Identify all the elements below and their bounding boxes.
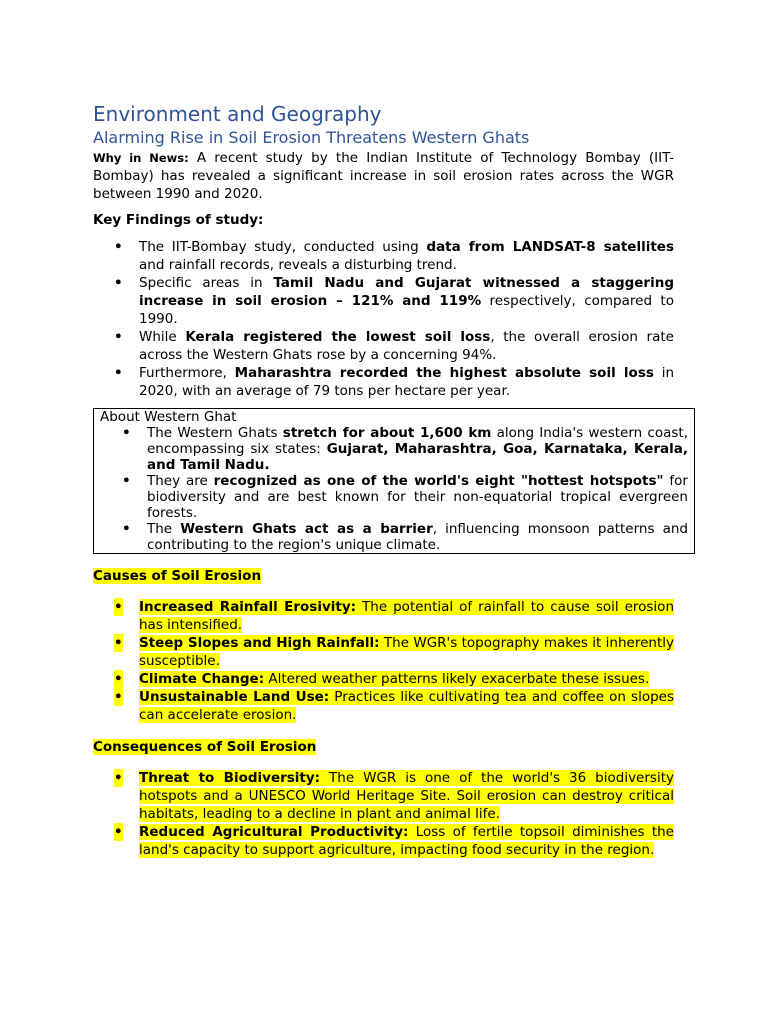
key-findings-list: [93, 238, 674, 400]
bullet-icon: •: [114, 824, 123, 840]
list-item-text: The: [147, 521, 181, 537]
list-item-text: data from LANDSAT-8 satellites: [426, 239, 674, 255]
list-item-text: Reduced Agricultural Productivity:: [139, 824, 409, 840]
list-item-text: respectively, compared to 1990.: [139, 293, 674, 327]
list-item: [93, 670, 674, 688]
list-item-text: The Western Ghats: [147, 425, 283, 441]
key-findings-heading: Key Findings of study:: [93, 212, 264, 228]
list-item-text: for biodiversity and are best known for their non-equatorial tropical evergreen forests.: [147, 473, 688, 521]
list-item-text: Practices like cultivating tea and coffee on slopes can accelerate erosion.: [139, 689, 674, 723]
list-item-text: The WGR's topography makes it inherently susceptible.: [139, 635, 674, 669]
bullet-icon: •: [114, 329, 123, 345]
bullet-icon: •: [114, 365, 123, 381]
bullet-icon: •: [114, 635, 123, 651]
list-item: [100, 521, 688, 553]
list-item: [100, 473, 688, 521]
why-in-news-text: A recent study by the Indian Institute of Technology Bombay (IIT-Bombay) has revealed a significant increase in soil erosion rates across the WGR between 1990 and 2020.: [93, 150, 674, 202]
list-item-text: Kerala registered the lowest soil loss: [185, 329, 491, 345]
list-item-text: Loss of fertile topsoil diminishes the land's capacity to support agriculture, impacting food security in the region.: [139, 824, 674, 858]
causes-list: [93, 598, 674, 724]
consequences-list: [93, 769, 674, 859]
list-item: [93, 823, 674, 859]
list-item-text: While: [139, 329, 186, 345]
list-item-text: They are: [147, 473, 214, 489]
why-in-news: [93, 149, 674, 203]
list-item-text: The potential of rainfall to cause soil erosion has intensified.: [139, 599, 675, 633]
list-item: [100, 425, 688, 473]
list-item: [93, 238, 674, 274]
list-item-text: Furthermore,: [139, 365, 235, 381]
list-item-text: Climate Change:: [139, 671, 265, 687]
list-item: [93, 688, 674, 724]
list-item-text: in 2020, with an average of 79 tons per hectare per year.: [139, 365, 674, 399]
bullet-icon: •: [114, 671, 123, 687]
list-item-text: The WGR is one of the world's 36 biodiversity hotspots and a UNESCO World Heritage Site. Soil erosion can destroy critical habitats, leading to a decline in plant and animal life.: [139, 770, 674, 822]
document-content: [93, 101, 688, 859]
list-item-text: , influencing monsoon patterns and contributing to the region's unique climate.: [147, 521, 688, 553]
list-item: [93, 634, 674, 670]
consequences-heading: [93, 738, 674, 756]
about-western-ghat-list: [100, 425, 688, 553]
list-item: [93, 769, 674, 823]
list-item: [93, 328, 674, 364]
about-western-ghat-heading: About Western Ghat: [100, 409, 237, 425]
bullet-icon: •: [114, 599, 123, 615]
list-item-text: Specific areas in: [139, 275, 274, 291]
list-item-text: The IIT-Bombay study, conducted using: [139, 239, 427, 255]
bullet-icon: •: [114, 689, 123, 705]
list-item: [93, 364, 674, 400]
bullet-icon: •: [122, 425, 131, 441]
list-item-text: stretch for about 1,600 km: [282, 425, 492, 441]
list-item-text: along India's western coast, encompassing six states:: [147, 425, 688, 457]
bullet-icon: •: [114, 275, 123, 291]
why-in-news-label: Why in News:: [93, 151, 189, 165]
list-item-text: Threat to Biodiversity:: [139, 770, 321, 786]
about-western-ghat-box: [93, 408, 695, 554]
list-item-text: Gujarat, Maharashtra, Goa, Karnataka, Kerala, and Tamil Nadu.: [147, 441, 688, 473]
consequences-heading-text: Consequences of Soil Erosion: [93, 739, 317, 755]
list-item-text: Maharashtra recorded the highest absolute soil loss: [234, 365, 654, 381]
list-item-text: Western Ghats act as a barrier: [180, 521, 433, 537]
list-item: [93, 598, 674, 634]
list-item-text: Tamil Nadu and Gujarat witnessed a staggering increase in soil erosion – 121% and 119%: [139, 275, 674, 309]
causes-heading-text: Causes of Soil Erosion: [93, 568, 262, 584]
list-item-text: Steep Slopes and High Rainfall:: [139, 635, 380, 651]
list-item-text: , the overall erosion rate across the Western Ghats rose by a concerning 94%.: [139, 329, 674, 363]
bullet-icon: •: [122, 473, 131, 489]
bullet-icon: •: [122, 521, 131, 537]
article-title: Alarming Rise in Soil Erosion Threatens Western Ghats: [93, 128, 530, 147]
list-item-text: and rainfall records, reveals a disturbing trend.: [139, 257, 457, 273]
list-item-text: Altered weather patterns likely exacerbate these issues.: [264, 671, 650, 687]
list-item-text: Increased Rainfall Erosivity:: [139, 599, 357, 615]
bullet-icon: •: [114, 770, 123, 786]
page-title: Environment and Geography: [93, 102, 382, 126]
list-item-text: recognized as one of the world's eight "hottest hotspots": [213, 473, 664, 489]
list-item-text: Unsustainable Land Use:: [139, 689, 330, 705]
causes-heading: [93, 567, 674, 585]
bullet-icon: •: [114, 239, 123, 255]
list-item: [93, 274, 674, 328]
